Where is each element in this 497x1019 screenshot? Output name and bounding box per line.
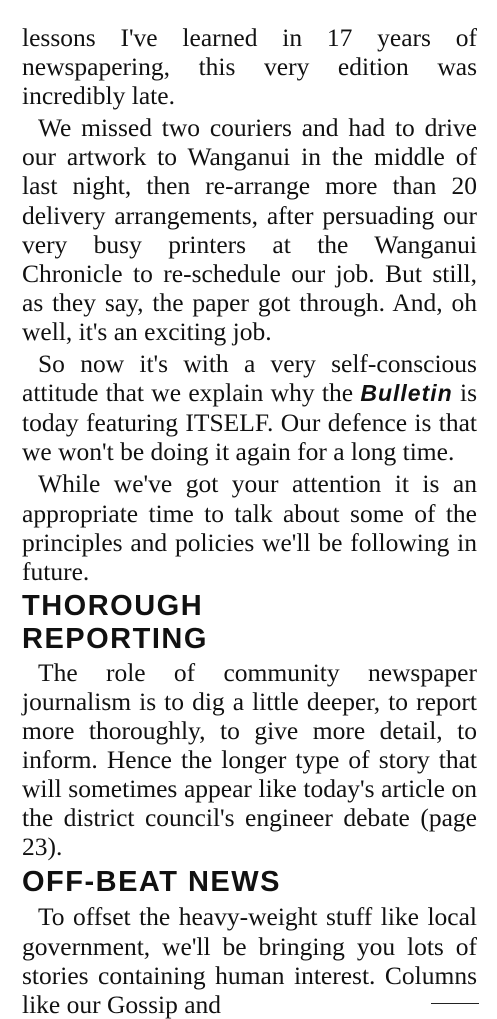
section-heading-off-beat-news <box>22 866 477 899</box>
paragraph-continuation: lessons I've learned in 17 years of newspapering, this very edition was incredibly late. <box>22 23 477 111</box>
heading-line: REPORTING <box>22 622 208 655</box>
heading-line: THOROUGH <box>22 589 204 622</box>
paragraph-couriers: We missed two couriers and had to drive our artwork to Wanganui in the middle of last night, then re-arrange more than 20 delivery arrangements, after persuading our very busy printers at the Wanganui Chronicle to re-schedule our job. But still, as they say, the paper got through. And, oh well, it's an exciting job. <box>22 113 477 346</box>
paragraph-self-conscious <box>22 349 477 466</box>
article-column <box>22 23 477 1019</box>
paragraph-text: So now it's with a very self-conscious attitude that we explain why the <box>22 349 477 408</box>
column-end-rule <box>431 1003 479 1004</box>
paragraph-attention: While we've got your attention it is an appropriate time to talk about some of the principles and policies we'll be following in future. <box>22 469 477 586</box>
paragraph-offset: To offset the heavy-weight stuff like local government, we'll be bringing you lots of stories containing human interest. Columns like our Gossip and <box>22 902 477 1019</box>
publication-name: Bulletin <box>360 380 453 407</box>
paragraph-role: The role of community newspaper journalism is to dig a little deeper, to report more thoroughly, to give more detail, to inform. Hence the longer type of story that will sometimes appear like today's article on the district council's engineer debate (page 23). <box>22 657 477 862</box>
paragraph-text: is today featuring ITSELF. Our defence is that we won't be doing it again for a long time. <box>22 378 477 467</box>
heading-line: OFF-BEAT NEWS <box>22 866 281 899</box>
section-heading-thorough-reporting <box>22 590 477 656</box>
